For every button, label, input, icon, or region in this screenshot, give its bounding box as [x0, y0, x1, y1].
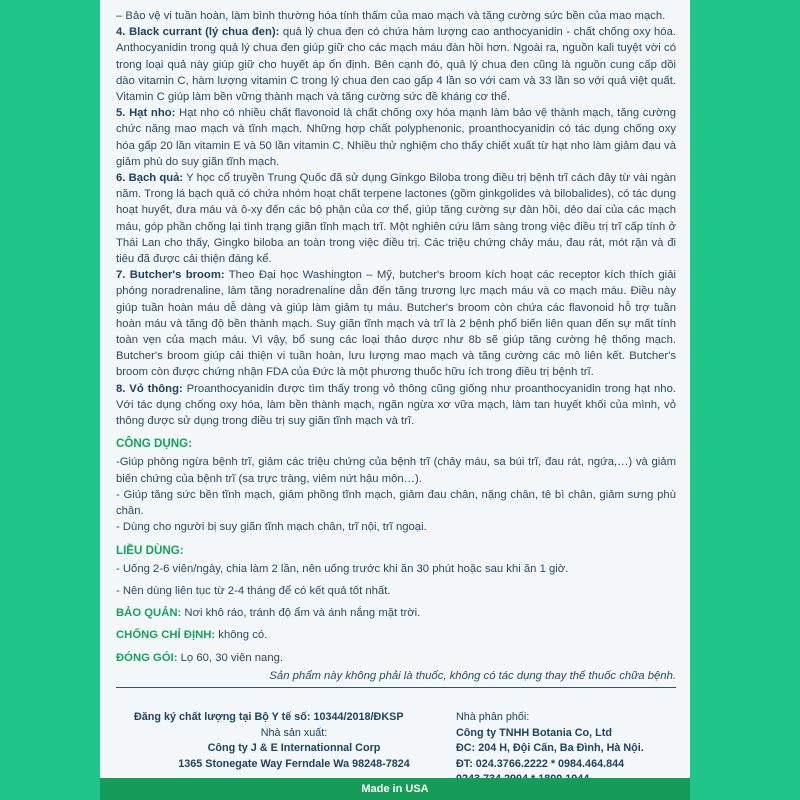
- ingredient-ginkgo: [116, 170, 676, 267]
- manufacturer-address: 1365 Stonegate Way Ferndale Wa 98248-7824: [178, 757, 410, 770]
- packaging-heading: ĐÓNG GÓI:: [116, 651, 178, 664]
- leaflet-content: [116, 8, 676, 693]
- distributor-phone: ĐT: 024.3766.2222 * 0984.464.844: [456, 757, 625, 770]
- storage-text: Nơi khô ráo, tránh độ ẩm và ánh nắng mặt trời.: [181, 607, 421, 620]
- ingredient-butchers-broom: [116, 267, 676, 380]
- ingredient-pine-bark: [116, 381, 676, 430]
- distributor-name: Công ty TNHH Botania Co, Ltd: [456, 726, 612, 739]
- ingredient-title: 7. Butcher's broom:: [116, 269, 225, 282]
- leaflet-page: [100, 0, 690, 800]
- intro-text: – Bảo vệ vi tuần hoàn, làm bình thường hóa tính thấm của mao mạch và tăng cường sức bền của mao mạch.: [116, 10, 666, 22]
- manufacturer-name: Công ty J & E Internationnal Corp: [207, 742, 381, 754]
- manufacturer-block: [134, 710, 454, 772]
- ingredient-title: 8. Vỏ thông:: [116, 382, 183, 395]
- dosage-heading: LIỀU DÙNG:: [116, 543, 184, 557]
- packaging-text: Lọ 60, 30 viên nang.: [177, 651, 284, 664]
- distributor-address: ĐC: 204 H, Đội Cấn, Ba Đình, Hà Nội.: [456, 742, 644, 754]
- contraindication-heading: CHỐNG CHỈ ĐỊNH:: [116, 629, 216, 642]
- contraindication-line: [116, 627, 676, 643]
- divider: [116, 687, 676, 688]
- uses-item: - Dùng cho người bị suy giãn tĩnh mạch chân, trĩ nội, trĩ ngoại.: [116, 521, 427, 534]
- ingredient-text: Theo Đại học Washington – Mỹ, butcher's broom kích hoạt các receptor kích thích giải phóng noradrenaline, làm tăng noradrenaline dẫn đến tăng trương lực mạch máu và co mạch máu. Điều này giúp tuần hoàn máu dễ dàng và giúp làm giảm tụ máu. Butcher's broom còn chứa các flavonoid hỗ trợ tuần hoàn máu và tăng độ bền thành mạch. Suy giãn tĩnh mạch và trĩ là 2 bệnh phổ biến liên quan đến sự mất tính toàn vẹn của mạch máu. Vì vậy, bổ sung các loại thảo dược như 8b sẽ giúp tăng cường hệ thống mạch. Butcher's broom giúp cải thiện vi tuần hoàn, lưu lượng mao mạch và tăng cường các mô liên kết. Butcher's broom còn được chứng nhận FDA của Đức là một phương thuốc hữu ích trong điều trị bệnh trĩ.: [116, 269, 676, 379]
- distributor-block: [456, 710, 676, 788]
- uses-item: -Giúp phòng ngừa bệnh trĩ, giảm các triệu chứng của bệnh trĩ (chảy máu, sa búi trĩ, đau rát, ngứa,…) và giảm biến chứng của bệnh trĩ (sa trực tràng, viêm nứt hậu môn…).: [116, 456, 676, 485]
- distributor-label: Nhà phân phối:: [456, 711, 530, 723]
- ingredient-grape-seed: [116, 105, 676, 170]
- ingredient-text: Y học cổ truyền Trung Quốc đã sử dụng Ginkgo Biloba trong điều trị bệnh trĩ cách đây từ vài ngàn năm. Trong lá bạch quả có chứa nhóm hoạt chất terpene lactones (gồm ginkgolides và bilobalides), có tác dụng hoạt huyết, đưa máu và ô-xy đến các bộ phận của cơ thể, giúp tăng cường sự đàn hồi, dẻo dai của các mạch máu, góp phần chống lại tình trạng giãn tĩnh mạch trĩ. Một nghiên cứu lâm sàng trong việc điều trị trĩ cấp tính ở Thái Lan cho thấy, Gingko biloba an toàn trong việc điều trị. Các triệu chứng chảy máu, đau rát, mót rặn và đi tiêu đã được cải thiện đáng kể.: [116, 172, 676, 266]
- ingredient-title: 5. Hạt nho:: [116, 107, 176, 120]
- ingredient-text: Proanthocyanidin được tìm thấy trong vỏ thông cũng giống như proanthocyanidin trong hạt nho. Với tác dụng chống oxy hóa, làm bền thành mạch, ngăn ngừa xơ vữa mạch, làm tan huyết khối của mình, vỏ thông được sử dụng trong điều trị suy giãn tĩnh mạch và trĩ.: [116, 382, 676, 428]
- dosage-item: - Nên dùng liên tục từ 2-4 tháng để có kết quả tốt nhất.: [116, 584, 391, 597]
- disclaimer: Sản phẩm này không phải là thuốc, không có tác dụng thay thế thuốc chữa bệnh.: [269, 669, 676, 682]
- dosage-item: - Uống 2-6 viên/ngày, chia làm 2 lần, nên uống trước khi ăn 30 phút hoặc sau khi ăn 1 giờ.: [116, 562, 569, 575]
- ingredient-text: quả lý chua đen có chứa hàm lượng cao anthocyanidin - chất chống oxy hóa. Anthocyanidin trong quả lý chua đen giúp giữ cho các mạch máu đàn hồi hơn. Ngoài ra, nguồn kali tuyệt vời có trong loại quả này giúp giữ cho huyết áp ổn định. Bên cạnh đó, quả lý chua đen cũng là nguồn cung cấp dồi dào vitamin C, hàm lượng vitamin C trong lý chua đen cao gấp 4 lần so với cam và 33 lần so với quả việt quất. Vitamin C giúp làm bền vững thành mạch và tăng cường sức đề kháng cơ thể.: [116, 26, 676, 104]
- made-in-banner: Made in USA: [100, 778, 690, 800]
- uses-heading: CÔNG DỤNG:: [116, 437, 192, 451]
- storage-heading: BẢO QUẢN:: [116, 607, 182, 620]
- contraindication-text: không có.: [215, 629, 268, 642]
- ingredient-black-currant: [116, 24, 676, 105]
- storage-line: [116, 605, 676, 621]
- ingredient-text: Hạt nho có nhiều chất flavonoid là chất chống oxy hóa mạnh làm bảo vệ thành mạch, tăng cường chức năng mao mạch và tĩnh mạch. Những hợp chất polyphenonic, proanthocyanidin có tác dụng chống oxy hóa gấp 20 lần vitamin E và 50 lần vitamin C. Nhiều thử nghiệm cho thấy chiết xuất từ hạt nho làm giảm đau và giảm phù do suy giãn tĩnh mạch.: [116, 107, 676, 168]
- uses-item: - Giúp tăng sức bền tĩnh mạch, giảm phồng tĩnh mạch, giảm đau chân, nặng chân, tê bì chân, giảm sưng phù chân.: [116, 488, 676, 518]
- manufacturer-label: Nhà sản xuất:: [260, 726, 328, 739]
- registration-number: Đăng ký chất lượng tại Bộ Y tế số: 10344/2018/ĐKSP: [134, 711, 404, 723]
- ingredient-title: 4. Black currant (lý chua đen):: [116, 26, 280, 39]
- packaging-line: [116, 650, 676, 666]
- ingredient-title: 6. Bạch quả:: [116, 172, 184, 185]
